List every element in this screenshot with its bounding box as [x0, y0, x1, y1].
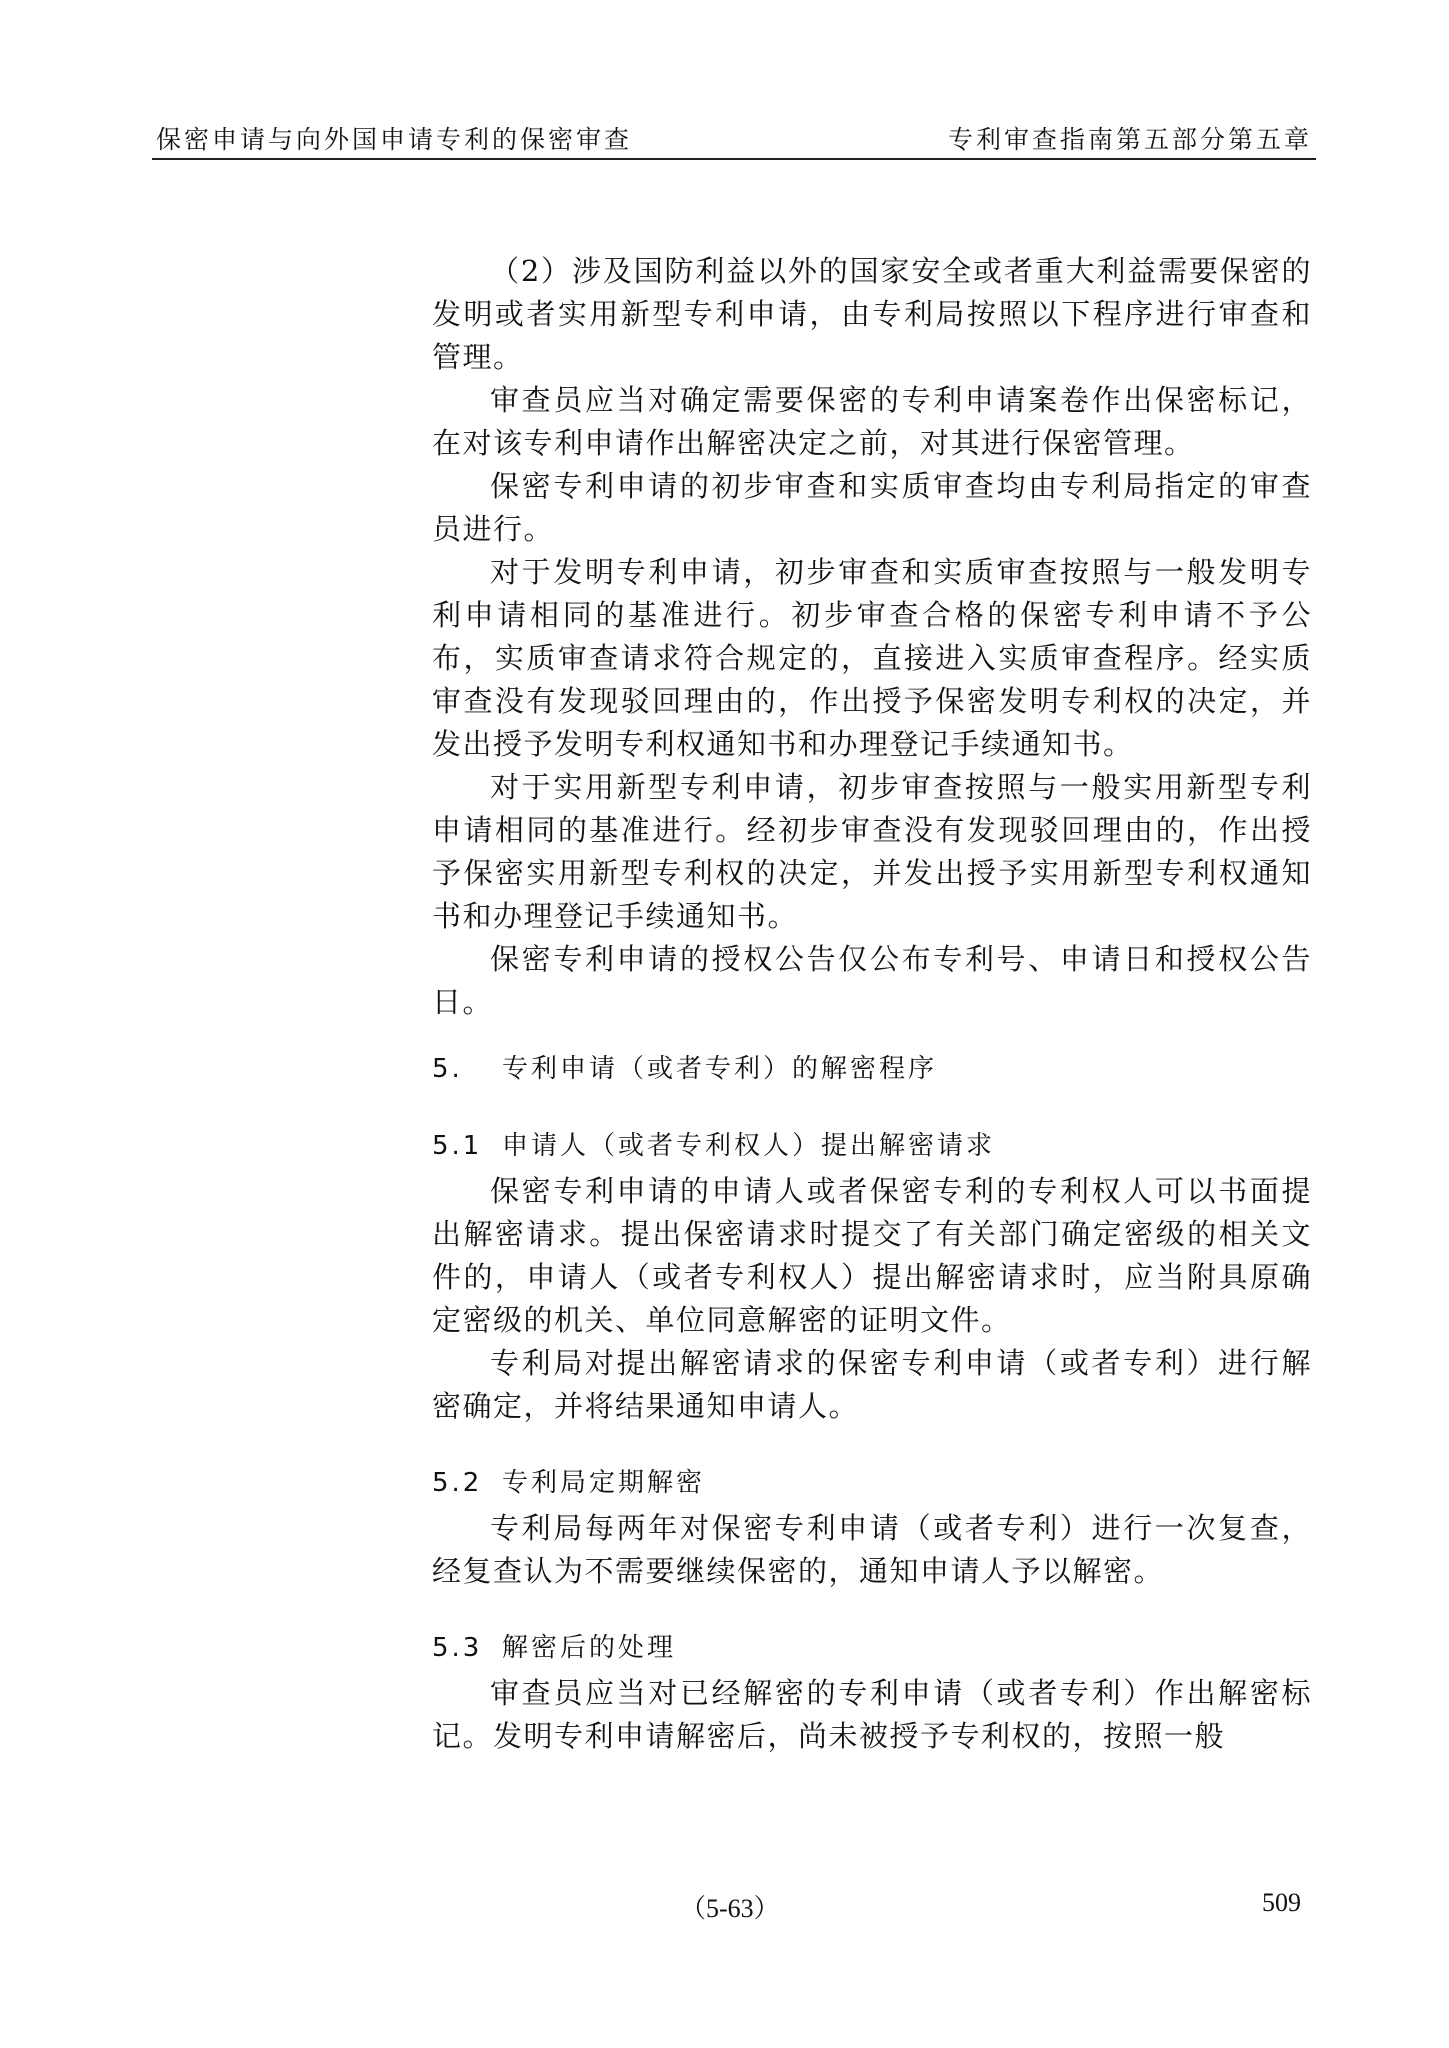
section-heading-5-2 — [432, 1462, 1312, 1505]
header-chapter-title: 保密申请与向外国申请专利的保密审查 — [156, 125, 633, 154]
page-body — [432, 250, 1312, 1758]
section-number: 5.2 — [432, 1468, 483, 1498]
paragraph: （2）涉及国防利益以外的国家安全或者重大利益需要保密的发明或者实用新型专利申请，由专利局按照以下程序进行审查和管理。 — [432, 254, 1312, 374]
section-number: 5.3 — [432, 1633, 483, 1663]
running-header — [152, 118, 1316, 160]
paragraph: 审查员应当对已经解密的专利申请（或者专利）作出解密标记。发明专利申请解密后，尚未被授予专利权的，按照一般 — [432, 1676, 1312, 1753]
paragraph: 保密专利申请的申请人或者保密专利的专利权人可以书面提出解密请求。提出保密请求时提交了有关部门确定密级的相关文件的，申请人（或者专利权人）提出解密请求时，应当附具原确定密级的机关、单位同意解密的证明文件。 — [432, 1174, 1312, 1337]
section-page-label: （5-63） — [680, 1894, 780, 1923]
section-title: 解密后的处理 — [502, 1633, 677, 1663]
paragraph: 审查员应当对确定需要保密的专利申请案卷作出保密标记，在对该专利申请作出解密决定之前，对其进行保密管理。 — [432, 383, 1312, 460]
paragraph: 对于实用新型专利申请，初步审查按照与一般实用新型专利申请相同的基准进行。经初步审查没有发现驳回理由的，作出授予保密实用新型专利权的决定，并发出授予实用新型专利权通知书和办理登记手续通知书。 — [432, 770, 1312, 933]
section-title: 申请人（或者专利权人）提出解密请求 — [502, 1131, 996, 1161]
paragraph: 专利局每两年对保密专利申请（或者专利）进行一次复查，经复查认为不需要继续保密的，通知申请人予以解密。 — [432, 1511, 1312, 1588]
section-heading-5 — [432, 1048, 1312, 1091]
section-title: 专利局定期解密 — [502, 1468, 706, 1498]
section-heading-5-3 — [432, 1627, 1312, 1670]
section-title: 专利申请（或者专利）的解密程序 — [502, 1054, 938, 1084]
paragraph: 对于发明专利申请，初步审查和实质审查按照与一般发明专利申请相同的基准进行。初步审查合格的保密专利申请不予公布，实质审查请求符合规定的，直接进入实质审查程序。经实质审查没有发现驳回理由的，作出授予保密发明专利权的决定，并发出授予发明专利权通知书和办理登记手续通知书。 — [432, 555, 1312, 761]
page-number: 509 — [1262, 1888, 1301, 1917]
paragraph: 专利局对提出解密请求的保密专利申请（或者专利）进行解密确定，并将结果通知申请人。 — [432, 1346, 1312, 1423]
section-heading-5-1 — [432, 1125, 1312, 1168]
header-book-title: 专利审查指南第五部分第五章 — [947, 125, 1312, 154]
section-number: 5. — [432, 1054, 463, 1084]
section-number: 5.1 — [432, 1131, 483, 1161]
paragraph: 保密专利申请的初步审查和实质审查均由专利局指定的审查员进行。 — [432, 469, 1312, 546]
paragraph: 保密专利申请的授权公告仅公布专利号、申请日和授权公告日。 — [432, 942, 1312, 1019]
